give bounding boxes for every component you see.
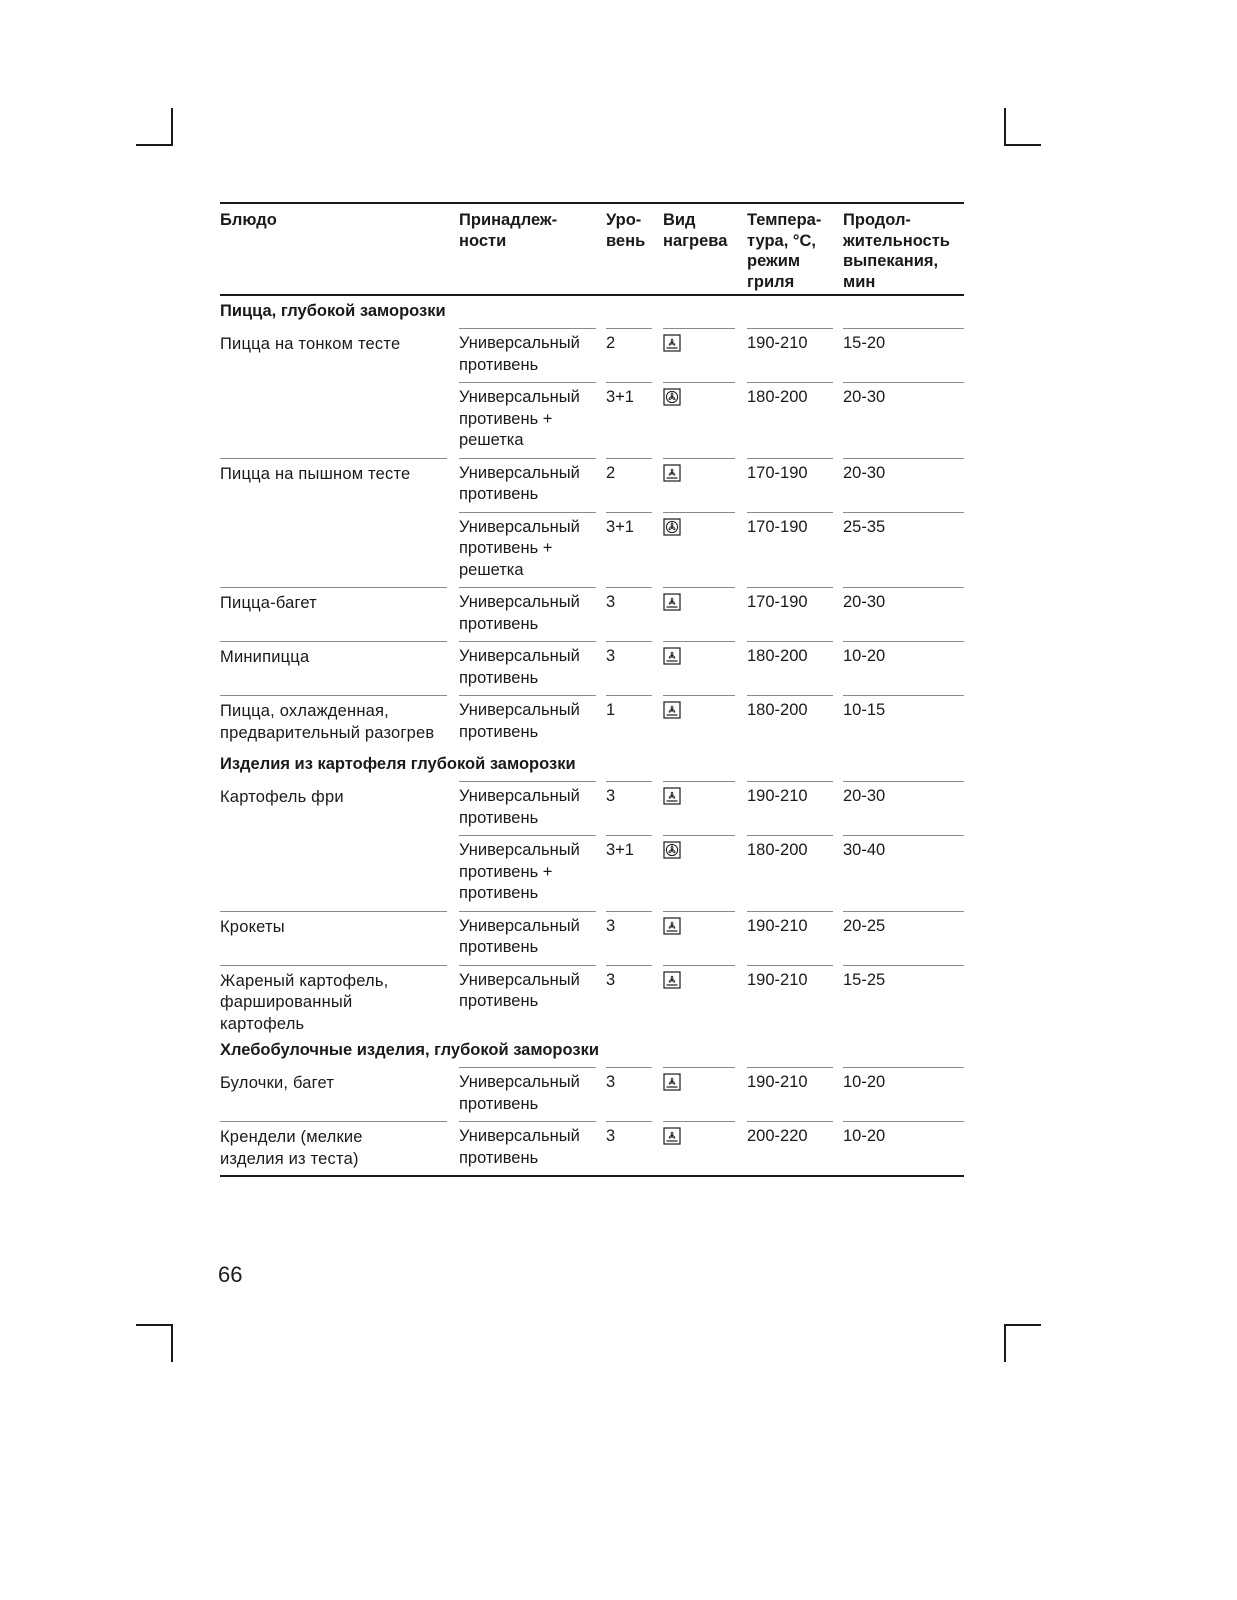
row-divider [606, 695, 652, 696]
hot-air-icon [663, 841, 681, 859]
accessory-value: Универсальный противень [459, 1073, 580, 1113]
row-divider [220, 587, 447, 588]
temperature-cell [747, 965, 843, 1019]
dish-name: Картофель фри [220, 788, 344, 806]
duration-cell [843, 641, 964, 695]
dish-group [220, 1121, 964, 1175]
temperature-cell [747, 328, 843, 382]
temperature-cell [747, 911, 843, 965]
level-value: 3 [606, 916, 616, 935]
dish-variants [459, 328, 964, 458]
dish-name: Пицца на пышном тесте [220, 464, 411, 483]
level-cell [606, 1067, 663, 1121]
row-divider [843, 1121, 964, 1122]
crop-mark-top-left [171, 108, 173, 146]
accessory-value: Универсальный противень [459, 463, 580, 503]
row-divider [747, 1121, 833, 1122]
row-divider [747, 965, 833, 966]
row-divider [606, 328, 652, 329]
dish-variants [459, 781, 964, 911]
accessory-cell [459, 781, 606, 835]
accessory-cell [459, 695, 606, 749]
heating-cell [663, 458, 747, 512]
row-divider [843, 965, 964, 966]
level-value: 3+1 [606, 841, 634, 859]
bottom-heat-fan-icon [663, 917, 681, 935]
accessory-cell [459, 641, 606, 695]
row-divider [459, 382, 596, 383]
level-value: 3 [606, 593, 616, 611]
row-divider [606, 835, 652, 836]
header-temperature: Темпера- тура, °C, режим гриля [747, 211, 822, 291]
row-divider [663, 911, 735, 912]
temperature-value: 190-210 [747, 1073, 808, 1091]
row-divider [843, 458, 964, 459]
dish-cell [220, 781, 459, 911]
table-row [459, 1067, 964, 1121]
row-divider [606, 965, 652, 966]
hot-air-icon [663, 388, 681, 406]
row-divider [747, 328, 833, 329]
row-divider [663, 781, 735, 782]
crop-mark-top-left [136, 144, 173, 146]
row-divider [606, 911, 652, 912]
row-divider [663, 512, 735, 513]
level-cell [606, 911, 663, 965]
accessory-cell [459, 965, 606, 1019]
section-title: Изделия из картофеля глубокой заморозки [220, 755, 576, 773]
accessory-value: Универсальный противень [459, 916, 580, 956]
heating-cell [663, 512, 747, 588]
level-value: 2 [606, 334, 616, 352]
level-value: 3 [606, 647, 616, 665]
duration-cell [843, 1121, 964, 1175]
row-divider [747, 587, 833, 588]
row-divider [606, 1067, 652, 1068]
row-divider [606, 587, 652, 588]
row-divider [663, 835, 735, 836]
bottom-heat-fan-icon [663, 464, 681, 482]
dish-name: Пицца, охлажденная, предварительный разогрев [220, 702, 435, 742]
row-divider [606, 512, 652, 513]
bottom-heat-fan-icon [663, 701, 681, 719]
dish-cell [220, 1067, 459, 1121]
row-divider [747, 458, 833, 459]
level-value: 3+1 [606, 388, 634, 406]
dish-group [220, 781, 964, 911]
duration-cell [843, 1067, 964, 1121]
accessory-value: Универсальный противень [459, 970, 580, 1010]
heating-cell [663, 1067, 747, 1121]
duration-cell [843, 695, 964, 749]
bottom-heat-fan-icon [663, 1127, 681, 1145]
row-divider [606, 641, 652, 642]
temperature-cell [747, 835, 843, 911]
temperature-value: 190-210 [747, 916, 808, 935]
dish-cell [220, 641, 459, 695]
row-divider [663, 965, 735, 966]
table-section [220, 1035, 964, 1175]
duration-value: 10-20 [843, 1127, 886, 1145]
row-divider [220, 695, 447, 696]
row-divider [747, 1067, 833, 1068]
heating-cell [663, 781, 747, 835]
header-duration: Продол- жительность выпекания, мин [843, 211, 950, 291]
heating-cell [663, 587, 747, 641]
row-divider [459, 911, 596, 912]
dish-variants [459, 641, 964, 695]
temperature-value: 170-190 [747, 593, 808, 611]
row-divider [843, 587, 964, 588]
row-divider [663, 382, 735, 383]
accessory-cell [459, 911, 606, 965]
table-row [459, 641, 964, 695]
row-divider [606, 1121, 652, 1122]
crop-mark-top-right [1004, 144, 1041, 146]
row-divider [843, 781, 964, 782]
row-divider [747, 382, 833, 383]
temperature-cell [747, 458, 843, 512]
row-divider [843, 911, 964, 912]
row-divider [747, 781, 833, 782]
level-cell [606, 587, 663, 641]
duration-value: 20-30 [843, 593, 886, 611]
table-row [459, 512, 964, 588]
temperature-cell [747, 695, 843, 749]
row-divider [843, 641, 964, 642]
header-heating: Вид нагрева [663, 211, 728, 250]
accessory-value: Универсальный противень [459, 701, 580, 741]
temperature-cell [747, 512, 843, 588]
level-cell [606, 512, 663, 588]
row-divider [843, 328, 964, 329]
level-value: 2 [606, 463, 616, 482]
accessory-cell [459, 1121, 606, 1175]
dish-group [220, 587, 964, 641]
duration-cell [843, 458, 964, 512]
heating-cell [663, 835, 747, 911]
row-divider [606, 458, 652, 459]
dish-group [220, 695, 964, 749]
section-title: Пицца, глубокой заморозки [220, 302, 446, 320]
dish-group [220, 1067, 964, 1121]
dish-cell [220, 965, 459, 1036]
bottom-heat-fan-icon [663, 647, 681, 665]
row-divider [220, 965, 447, 966]
row-divider [843, 695, 964, 696]
table-section [220, 296, 964, 749]
temperature-cell [747, 587, 843, 641]
dish-name: Булочки, багет [220, 1074, 335, 1092]
accessory-cell [459, 587, 606, 641]
row-divider [843, 835, 964, 836]
accessory-value: Универсальный противень [459, 334, 580, 374]
accessory-value: Универсальный противень [459, 647, 580, 687]
table-row [459, 781, 964, 835]
accessory-value: Универсальный противень + противень [459, 841, 580, 902]
duration-value: 15-25 [843, 970, 886, 989]
heating-cell [663, 695, 747, 749]
row-divider [747, 512, 833, 513]
level-value: 1 [606, 701, 616, 719]
temperature-cell [747, 641, 843, 695]
dish-name: Пицца-багет [220, 594, 317, 612]
level-cell [606, 328, 663, 382]
dish-name: Жареный картофель, фаршированный картофель [220, 971, 389, 1033]
table-row [459, 382, 964, 458]
duration-cell [843, 965, 964, 1019]
row-divider [663, 328, 735, 329]
temperature-cell [747, 382, 843, 458]
accessory-value: Универсальный противень [459, 787, 580, 827]
row-divider [459, 695, 596, 696]
duration-cell [843, 911, 964, 965]
duration-value: 20-30 [843, 463, 886, 482]
temperature-value: 180-200 [747, 701, 808, 719]
row-divider [843, 512, 964, 513]
dish-group [220, 328, 964, 458]
dish-variants [459, 1121, 964, 1175]
duration-cell [843, 328, 964, 382]
level-value: 3 [606, 787, 616, 805]
duration-cell [843, 835, 964, 911]
row-divider [747, 641, 833, 642]
row-divider [606, 382, 652, 383]
dish-cell [220, 695, 459, 749]
level-value: 3 [606, 1073, 616, 1091]
duration-value: 10-15 [843, 701, 886, 719]
level-cell [606, 458, 663, 512]
row-divider [663, 458, 735, 459]
duration-value: 20-25 [843, 916, 886, 935]
bottom-heat-fan-icon [663, 593, 681, 611]
row-divider [220, 911, 447, 912]
row-divider [459, 587, 596, 588]
table-row [459, 458, 964, 512]
table-row [459, 835, 964, 911]
row-divider [459, 328, 596, 329]
temperature-cell [747, 1121, 843, 1175]
dish-name: Крендели (мелкие изделия из теста) [220, 1128, 363, 1168]
row-divider [843, 382, 964, 383]
table-section [220, 749, 964, 1035]
row-divider [459, 458, 596, 459]
heating-cell [663, 911, 747, 965]
dish-variants [459, 965, 964, 1036]
table-row [459, 1121, 964, 1175]
duration-cell [843, 382, 964, 458]
temperature-value: 180-200 [747, 647, 808, 665]
temperature-value: 190-210 [747, 970, 808, 989]
table-row [459, 587, 964, 641]
hot-air-icon [663, 518, 681, 536]
accessory-value: Универсальный противень [459, 593, 580, 633]
dish-name: Пицца на тонком тесте [220, 335, 401, 353]
heating-cell [663, 965, 747, 1019]
temperature-cell [747, 781, 843, 835]
bottom-heat-fan-icon [663, 334, 681, 352]
dish-group [220, 965, 964, 1036]
table-row [459, 965, 964, 1019]
temperature-cell [747, 1067, 843, 1121]
row-divider [459, 965, 596, 966]
accessory-value: Универсальный противень + решетка [459, 388, 580, 449]
duration-value: 15-20 [843, 334, 886, 352]
temperature-value: 190-210 [747, 787, 808, 805]
accessory-cell [459, 458, 606, 512]
dish-cell [220, 1121, 459, 1175]
heating-cell [663, 328, 747, 382]
dish-group [220, 911, 964, 965]
dish-cell [220, 911, 459, 965]
duration-cell [843, 781, 964, 835]
level-cell [606, 695, 663, 749]
dish-variants [459, 587, 964, 641]
accessory-cell [459, 328, 606, 382]
row-divider [459, 835, 596, 836]
row-divider [220, 1121, 447, 1122]
row-divider [459, 1067, 596, 1068]
dish-cell [220, 328, 459, 458]
row-divider [663, 1067, 735, 1068]
header-dish: Блюдо [220, 211, 277, 229]
level-cell [606, 641, 663, 695]
table-header [220, 204, 964, 296]
accessory-cell [459, 1067, 606, 1121]
page-number: 66 [218, 1262, 243, 1287]
level-value: 3 [606, 970, 616, 989]
temperature-value: 170-190 [747, 463, 808, 482]
row-divider [747, 695, 833, 696]
crop-mark-bottom-left [171, 1324, 173, 1362]
level-cell [606, 1121, 663, 1175]
crop-mark-bottom-right [1004, 1324, 1006, 1362]
table-row [459, 911, 964, 965]
temperature-value: 190-210 [747, 334, 808, 352]
temperature-value: 200-220 [747, 1127, 808, 1145]
table-body [220, 296, 964, 1175]
bottom-heat-fan-icon [663, 1073, 681, 1091]
duration-cell [843, 587, 964, 641]
level-cell [606, 781, 663, 835]
dish-cell [220, 458, 459, 588]
level-value: 3+1 [606, 517, 634, 536]
dish-variants [459, 1067, 964, 1121]
crop-mark-top-right [1004, 108, 1006, 146]
crop-mark-bottom-right [1004, 1324, 1041, 1326]
section-title: Хлебобулочные изделия, глубокой заморозки [220, 1041, 599, 1059]
dish-name: Крокеты [220, 917, 285, 936]
temperature-value: 180-200 [747, 841, 808, 859]
duration-cell [843, 512, 964, 588]
dish-variants [459, 695, 964, 749]
bottom-heat-fan-icon [663, 787, 681, 805]
header-level: Уро- вень [606, 211, 646, 250]
row-divider [459, 512, 596, 513]
bottom-heat-fan-icon [663, 971, 681, 989]
row-divider [220, 641, 447, 642]
baking-table [220, 202, 964, 1177]
dish-cell [220, 587, 459, 641]
heating-cell [663, 1121, 747, 1175]
duration-value: 25-35 [843, 517, 886, 536]
duration-value: 10-20 [843, 1073, 886, 1091]
level-cell [606, 965, 663, 1019]
table-row [459, 695, 964, 749]
header-accessory: Принадлеж- ности [459, 211, 558, 250]
row-divider [606, 781, 652, 782]
temperature-value: 170-190 [747, 517, 808, 536]
accessory-cell [459, 835, 606, 911]
heating-cell [663, 641, 747, 695]
row-divider [747, 835, 833, 836]
level-value: 3 [606, 1127, 616, 1145]
row-divider [663, 1121, 735, 1122]
accessory-value: Универсальный противень [459, 1127, 580, 1167]
accessory-value: Универсальный противень + решетка [459, 517, 580, 579]
dish-group [220, 641, 964, 695]
row-divider [747, 911, 833, 912]
dish-group [220, 458, 964, 588]
row-divider [663, 587, 735, 588]
crop-mark-bottom-left [136, 1324, 173, 1326]
row-divider [459, 781, 596, 782]
row-divider [459, 641, 596, 642]
dish-name: Минипицца [220, 648, 310, 666]
row-divider [843, 1067, 964, 1068]
row-divider [663, 695, 735, 696]
dish-variants [459, 458, 964, 588]
row-divider [663, 641, 735, 642]
duration-value: 30-40 [843, 841, 886, 859]
dish-variants [459, 911, 964, 965]
accessory-cell [459, 512, 606, 588]
heating-cell [663, 382, 747, 458]
level-cell [606, 382, 663, 458]
accessory-cell [459, 382, 606, 458]
temperature-value: 180-200 [747, 388, 808, 406]
table-row [459, 328, 964, 382]
row-divider [220, 458, 447, 459]
duration-value: 20-30 [843, 388, 886, 406]
duration-value: 10-20 [843, 647, 886, 665]
duration-value: 20-30 [843, 787, 886, 805]
level-cell [606, 835, 663, 911]
row-divider [459, 1121, 596, 1122]
